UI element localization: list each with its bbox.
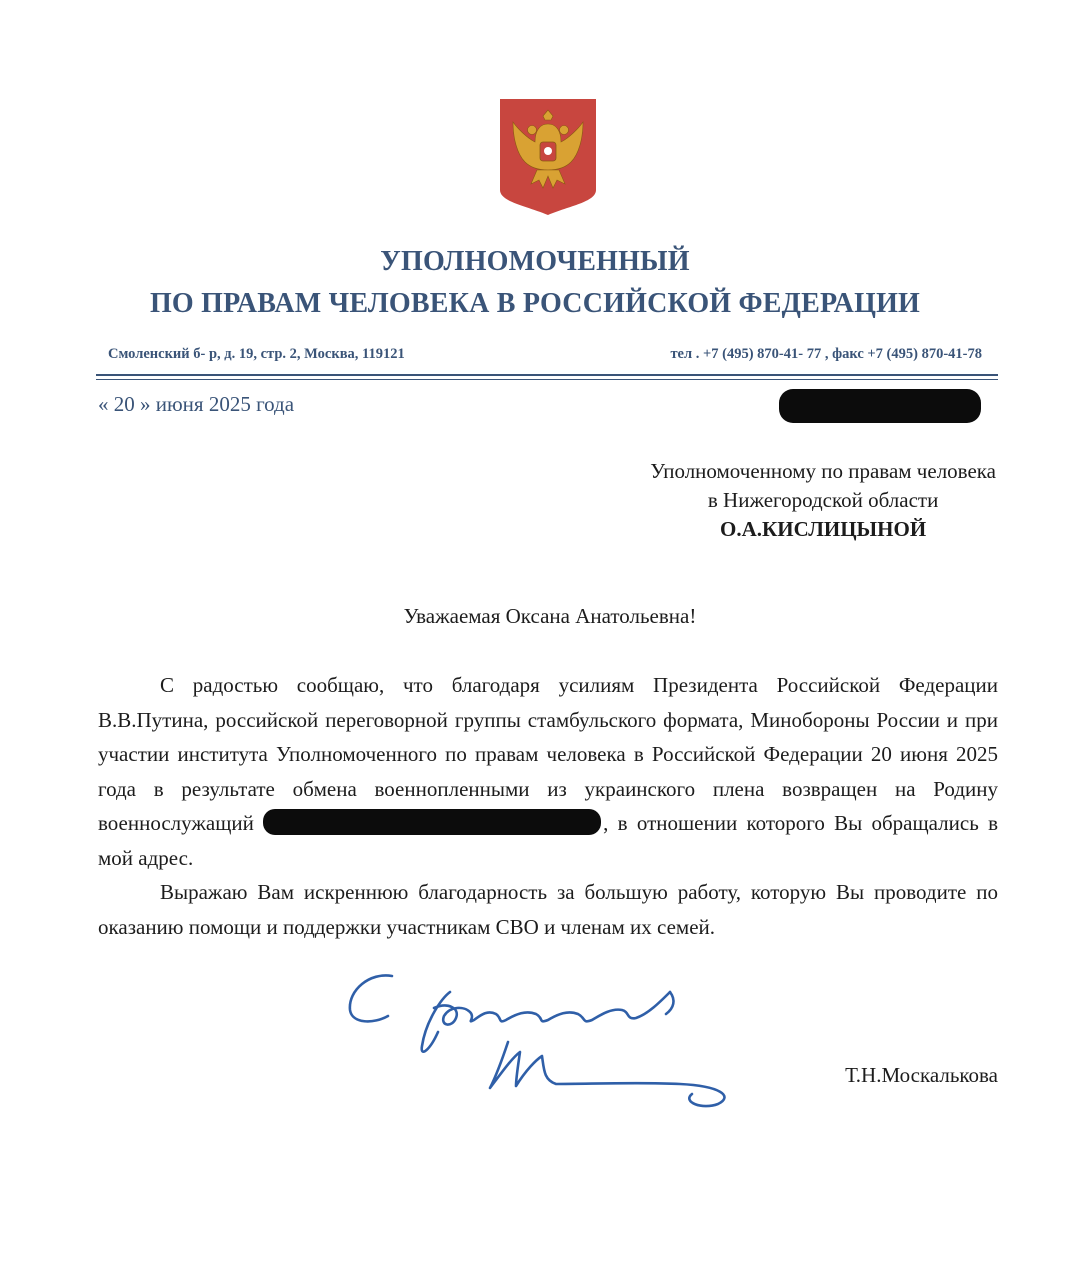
letter-date: « 20 » июня 2025 года [98, 392, 295, 416]
signer-name: Т.Н.Москалькова [845, 1063, 998, 1087]
header-rule [96, 374, 998, 376]
office-address: Смоленский б- р, д. 19, стр. 2, Москва, 119121 [108, 346, 405, 362]
letter-body [98, 668, 998, 944]
org-title-line2: ПО ПРАВАМ ЧЕЛОВЕКА В РОССИЙСКОЙ ФЕДЕРАЦИИ [149, 288, 921, 319]
salutation: Уважаемая Оксана Анатольевна! [403, 604, 697, 628]
org-title-line1: УПОЛНОМОЧЕННЫЙ [380, 246, 690, 277]
addressee-line1: Уполномоченному по правам человека [650, 459, 996, 483]
handwritten-signature [330, 962, 750, 1122]
addressee-line2: в Нижегородской области [707, 488, 939, 512]
office-phones: тел . +7 (495) 870-41- 77 , факс +7 (495) 870-41-78 [670, 346, 982, 362]
redacted-serviceman-name [263, 809, 601, 835]
paragraph-1-tail: , в отношении которого Вы обращались в мой адрес. [98, 811, 998, 870]
redacted-reference-number [779, 389, 981, 423]
header-rule-thin [96, 379, 998, 380]
paragraph-1 [98, 668, 998, 875]
coat-of-arms-icon [499, 98, 597, 216]
addressee-block [650, 457, 996, 544]
paragraph-1-text: С радостью сообщаю, что благодаря усилиям Президента Российской Федерации В.В.Путина, российской переговорной группы стамбульского формата, Минобороны России и при участии института Уполномоченного по правам человека в Российской Федерации 20 июня 2025 года в результате обмена военнопленными из украинского плена возвращен на Родину военнослужащий [98, 673, 998, 835]
paragraph-2: Выражаю Вам искреннюю благодарность за большую работу, которую Вы проводите по оказанию помощи и поддержки участникам СВО и членам их семей. [98, 880, 998, 939]
addressee-name: О.А.КИСЛИЦЫНОЙ [720, 517, 927, 541]
